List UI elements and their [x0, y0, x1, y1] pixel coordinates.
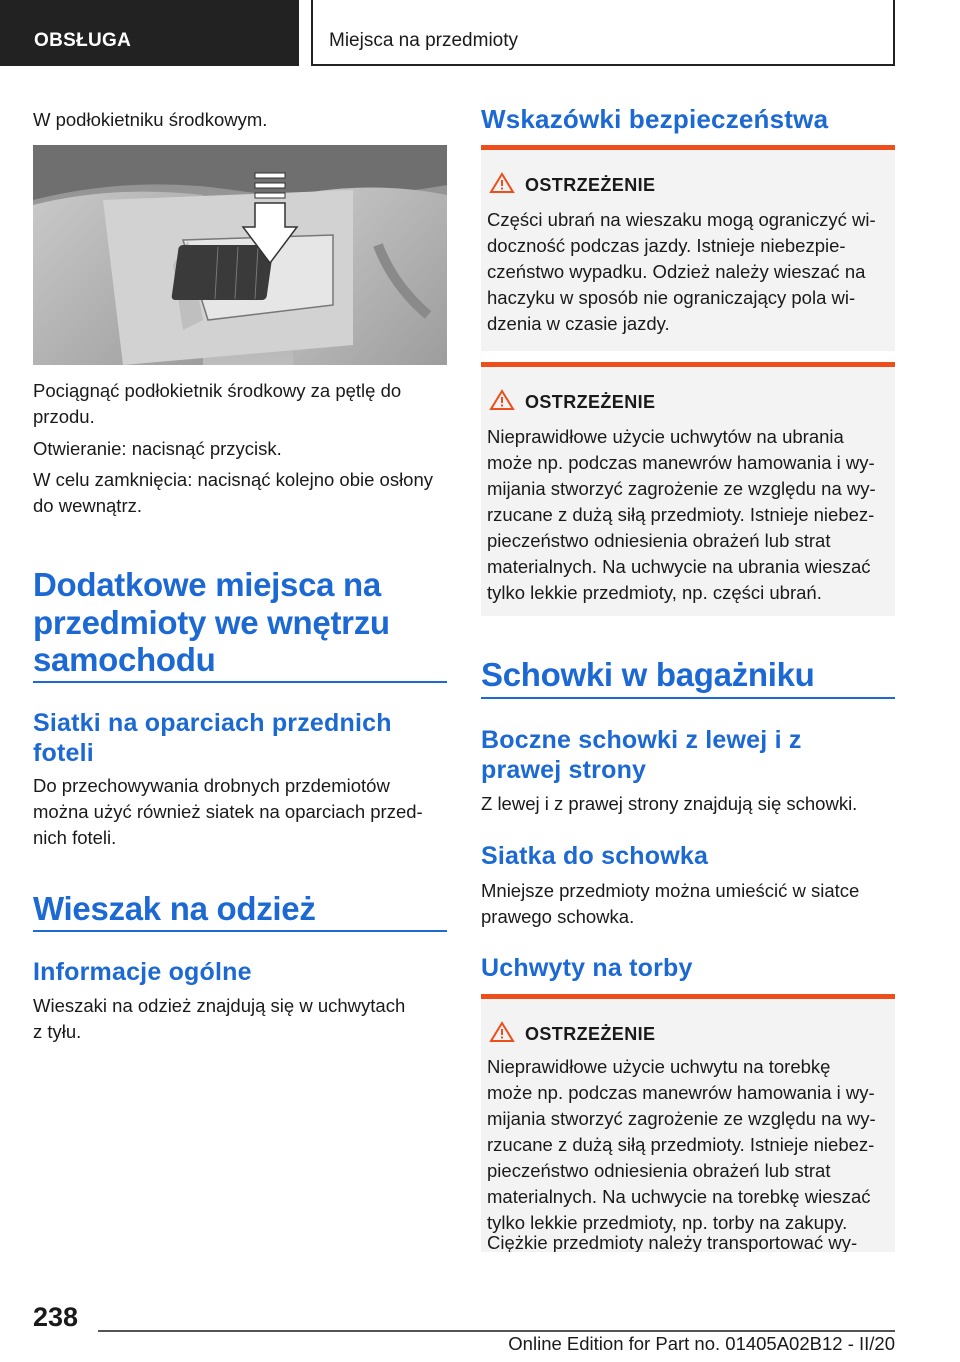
warning-text-line: Części ubrań na wieszaku mogą ograniczyć wi‐	[487, 209, 876, 230]
warning-text-line: materialnych. Na uchwycie na ubrania wieszać	[487, 556, 871, 577]
general-text-line-2: z tyłu.	[33, 1021, 82, 1042]
heading-rule	[33, 930, 447, 932]
warning-triangle-icon	[489, 389, 515, 411]
warning-bar	[481, 362, 895, 367]
armrest-step-3-line-1: W celu zamknięcia: nacisnąć kolejno obie osłony	[33, 469, 434, 490]
heading-side-line-2: prawej strony	[481, 756, 647, 784]
section-tab	[0, 0, 299, 66]
armrest-step-3-line-2: do wewnątrz.	[33, 495, 142, 516]
nets-text-line-1: Do przechowywania drobnych przdemiotów	[33, 775, 390, 796]
chapter-title: Miejsca na przedmioty	[329, 30, 519, 51]
page-number: 238	[33, 1302, 79, 1332]
net-text-line-2: prawego schowka.	[481, 906, 635, 927]
warning-text-line: dzenia w czasie jazdy.	[487, 313, 670, 334]
warning-text-line: pieczeństwo odniesienia obrażeń lub strat	[487, 1160, 831, 1181]
heading-rule	[33, 681, 447, 683]
warning-text-line: tylko lekkie przedmioty, np. części ubrań.	[487, 582, 822, 603]
warning-bar	[481, 145, 895, 150]
warning-text-line: rzucane z dużą siłą przedmioty. Istnieje niebez‐	[487, 504, 875, 525]
heading-storage-line-2: przedmioty we wnętrzu	[33, 604, 390, 641]
section-title: OBSŁUGA	[34, 30, 132, 51]
warning-text-line: Nieprawidłowe użycie uchwytów na ubrania	[487, 426, 844, 447]
nets-text-line-3: nich foteli.	[33, 827, 117, 848]
warning-text-line: może np. podczas manewrów hamowania i wy‐	[487, 452, 875, 473]
warning-text-line: Nieprawidłowe użycie uchwytu na torebkę	[487, 1056, 831, 1077]
intro-text: W podłokietniku środkowym.	[33, 109, 268, 130]
warning-text-line: pieczeństwo odniesienia obrażeń lub strat	[487, 530, 831, 551]
heading-nets-line-2: foteli	[33, 739, 94, 767]
warning-text-line: materialnych. Na uchwycie na torebkę wieszać	[487, 1186, 871, 1207]
warning-text-line: czeństwo wypadku. Odzież należy wieszać na	[487, 261, 866, 282]
warning-triangle-icon	[489, 172, 515, 194]
heading-net: Siatka do schowka	[481, 842, 709, 870]
warning-bar	[481, 994, 895, 999]
heading-rule	[481, 697, 895, 699]
net-text-line-1: Mniejsze przedmioty można umieścić w siatce	[481, 880, 860, 901]
heading-storage-line-1: Dodatkowe miejsca na	[33, 566, 381, 603]
heading-nets-line-1: Siatki na oparciach przednich	[33, 709, 392, 737]
heading-general: Informacje ogólne	[33, 958, 252, 986]
warning-text-line: tylko lekkie przedmioty, np. torby na zakupy.	[487, 1212, 848, 1233]
warning-title: OSTRZEŻENIE	[525, 392, 656, 412]
heading-safety: Wskazówki bezpieczeństwa	[481, 104, 829, 134]
warning-text-line: może np. podczas manewrów hamowania i wy‐	[487, 1082, 875, 1103]
warning-text-line: doczność podczas jazdy. Istnieje niebezpie‐	[487, 235, 846, 256]
heading-hooks: Uchwyty na torby	[481, 954, 693, 982]
armrest-step-1-line-2: przodu.	[33, 406, 95, 427]
nets-text-line-2: można użyć również siatek na oparciach przed‐	[33, 801, 423, 822]
warning-text-line: mijania stworzyć zagrożenie ze względu na wy‐	[487, 1108, 876, 1129]
armrest-step-1-line-1: Pociągnąć podłokietnik środkowy za pętlę do	[33, 380, 402, 401]
heading-hanger: Wieszak na odzież	[33, 890, 316, 927]
warning-text-line: rzucane z dużą siłą przedmioty. Istnieje niebez‐	[487, 1134, 875, 1155]
warning-title: OSTRZEŻENIE	[525, 1024, 656, 1044]
footer-edition: Online Edition for Part no. 01405A02B12 - II/20	[508, 1333, 895, 1354]
warning-text-line: Ciężkie przedmioty należy transportować wy‐	[487, 1232, 858, 1252]
general-text-line-1: Wieszaki na odzież znajdują się w uchwytach	[33, 995, 406, 1016]
warning-box-1	[481, 145, 895, 351]
heading-trunk: Schowki w bagażniku	[481, 656, 815, 693]
footer-rule	[98, 1330, 895, 1332]
warning-text-line: mijania stworzyć zagrożenie ze względu na wy‐	[487, 478, 876, 499]
armrest-image	[33, 145, 447, 365]
warning-box-2	[481, 362, 895, 616]
warning-text-line: haczyku w sposób nie ograniczający pola wi‐	[487, 287, 856, 308]
heading-side-line-1: Boczne schowki z lewej i z	[481, 726, 802, 754]
warning-box-3	[481, 994, 895, 1252]
armrest-step-2: Otwieranie: nacisnąć przycisk.	[33, 438, 282, 459]
warning-title: OSTRZEŻENIE	[525, 175, 656, 195]
armrest-illustration	[33, 145, 447, 365]
side-text: Z lewej i z prawej strony znajdują się schowki.	[481, 793, 858, 814]
warning-triangle-icon	[489, 1021, 515, 1043]
chapter-tab	[311, 0, 895, 66]
heading-storage-line-3: samochodu	[33, 641, 216, 678]
